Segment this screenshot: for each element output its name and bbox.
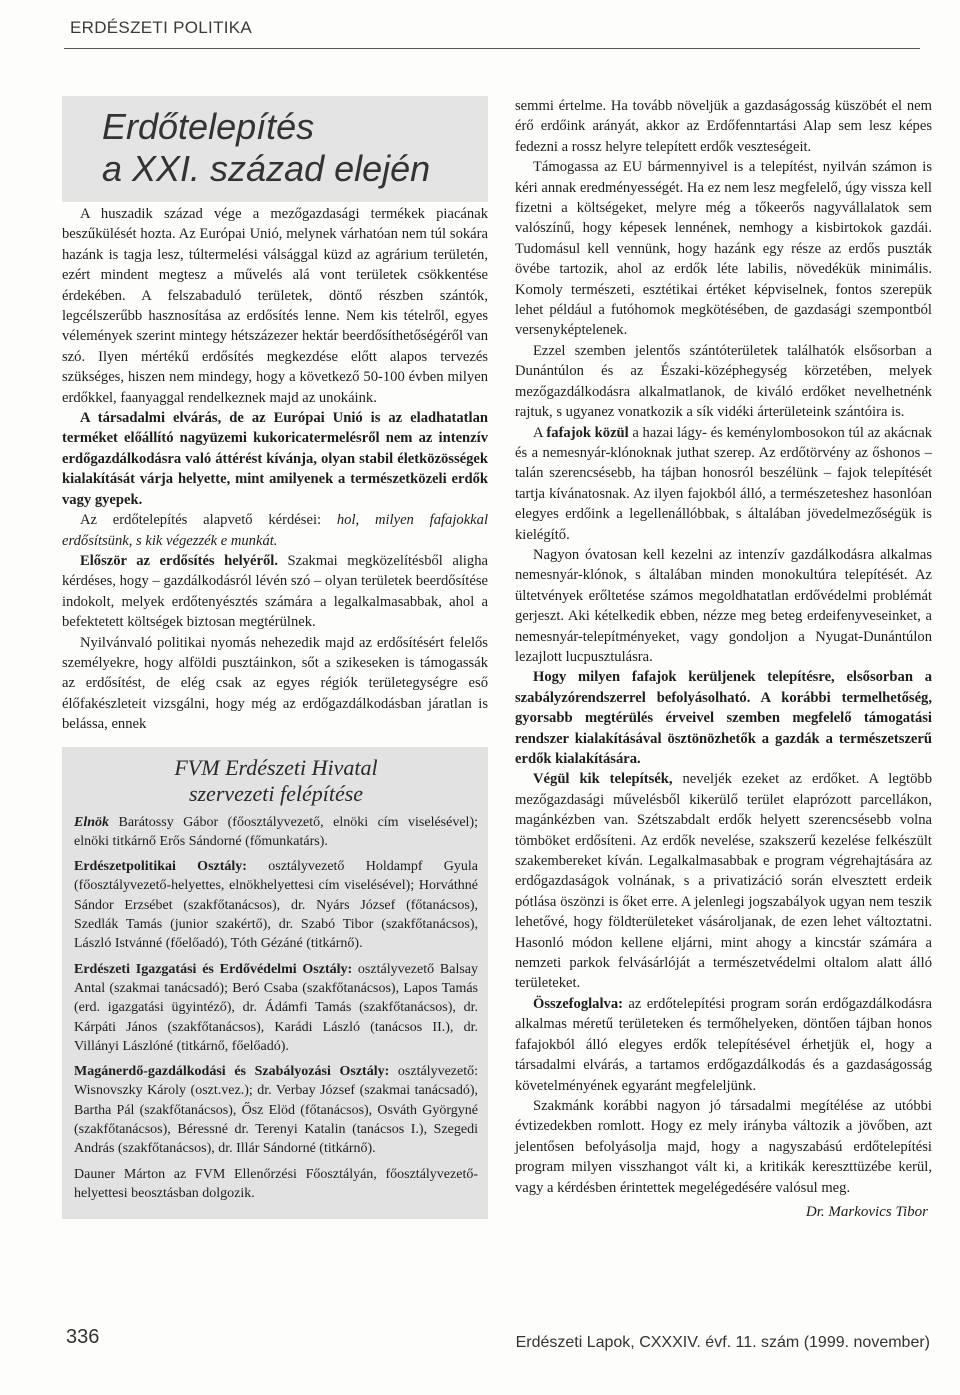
box-paragraph <box>74 1062 478 1158</box>
box-title <box>74 755 478 807</box>
header-rule <box>64 48 920 49</box>
paragraph: A huszadik század vége a mezőgazdasági termékek piacának beszűkülését hozta. Az Európai Unió, melynek várhatóan nem túl sokára hazánk is tagja lesz, túltermelési válsággal küzd az agrárium területén, ezért mindent megtesz a művelés alá vont területek csökkentése érdekében. A felszabaduló területek, döntő részben szántók, legcélszerűbb hasznosítása az erdősítés lenne. Nem kis tételről, egyes vélemények szerint mintegy hétszázezer hektár beerdősíthetőségéről van szó. Ilyen mértékű erdősítés megkezdése előtt alapos tervezés szükséges, hiszen nem mindegy, hogy a következő 50-100 évben milyen erdőkkel, faanyaggal rendelkeznek majd az unokáink. <box>62 206 488 406</box>
paragraph: Ezzel szemben jelentős szántóterületek találhatók elsősorban a Dunántúlon és az Északi-középhegység körzetében, melyek mezőgazdálkodásra alkalmatlanok, de kiváló erdőket nevelhetnénk rajtuk, s ugyanez vonatkozik a sík vidéki árterületeink szántóira is. <box>515 342 932 421</box>
text: Barátossy Gábor (főosztályvezető, elnöki cím viselésével); elnöki titkárnő Erős Sándorné (főmunkatárs). <box>74 814 478 849</box>
text: Szakmai megközelítésből aligha kérdéses, hogy – gazdálkodásról lévén szó – olyan területek beerdősítése indokolt, melyek erdőtenyésztés számára a legalkalmasabbak, ahol a befektetett költségek biztosan megtérülnek. <box>62 552 488 631</box>
bold-text: Először az erdősítés helyéről. <box>80 552 278 569</box>
paragraph <box>515 994 932 1096</box>
bold-text: Elnök <box>74 814 110 830</box>
bold-text: Összefoglalva: <box>533 995 623 1012</box>
paragraph-bold: Hogy milyen fafajok kerüljenek telepítésre, elsősorban a szabályzórendszerrel befolyásolható. A korábbi termelhetőség, gyorsabb megtérülés érveivel szemben megfelelő támogatási rendszer kialakításával ösztönözhetők a gazdák a természetszerű erdők kialakítására. <box>515 669 932 767</box>
text: az erdőtelepítési program során erdőgazdálkodásra alkalmas méretű területeken és termőhelyeken, döntően tájban honos fafajokból álló elegyes erdők telepítésével érhetjük el, hogy a társadalmi elvárás, a tartamos erdőgazdálkodás és a gazdaságosság követelményének egyaránt megfeleljünk. <box>515 995 932 1094</box>
paragraph <box>515 423 932 545</box>
text: A <box>533 424 547 441</box>
paragraph: Támogassa az EU bármennyivel is a telepítést, nyilván számon is kéri annak eredményességét. Ha ez nem lesz megfelelő, úgy vissza kell fizetni a költségeket, melyre még a tőkeerős nagyvállalatok sem valószínű, hogy képesek lennének, nemhogy a kisbirtokok gazdái. Tudomásul kell vennünk, hogy hazánk egy része az erdős puszták övébe tartozik, ahol az erdők léte labilis, növedékük minimális. Komoly természeti, esztétikai értéket képviselnek, fontos szerepük lehet például a futóhomok megkötésében, de gazdasági szempontból versenyképtelenek. <box>515 159 932 339</box>
box-paragraph: Dauner Márton az FVM Ellenőrzési Főosztályán, főosztályvezető-helyettesi beosztásban dolgozik. <box>74 1166 478 1201</box>
bold-text: Magánerdő-gazdálkodási és Szabályozási Osztály: <box>74 1064 390 1080</box>
text: osztályvezető Holdampf Gyula (főosztályvezető-helyettes, elnökhelyettesi cím viselésével); Horváthné Sándor Erzsébet (szakfőtanácsos), dr. Nyárs József (főtanácsos), Szedlák Tamás (junior szakértő), dr. Szabó Tibor (szakfőtanácsos), László Istvánné (főelőadó), Tóth Gézáné (titkárnő). <box>74 859 478 952</box>
org-structure-box <box>62 747 488 1220</box>
bold-text: Erdészetpolitikai Osztály: <box>74 859 247 875</box>
paragraph: Nagyon óvatosan kell kezelni az intenzív gazdálkodásra alkalmas nemesnyár-klónok, s általában minden monokultúra telepítését. Az ültetvények erőltetése számos megoldhatatlan erdővédelmi problémát gerjeszt. Aki kételkedik ebben, nézze meg beteg erdeifenyveseinket, a nemesnyár-telepítményeket, vagy gondoljon a Nyugat-Dunántúlon lezajlott lucpusztulásra. <box>515 546 932 665</box>
italic-text: hol, milyen fafajokkal erdősítsünk, s kik végezzék e munkát. <box>62 512 489 549</box>
paragraph: Szakmánk korábbi nagyon jó társadalmi megítélése az utóbbi évtizedekben romlott. Hogy ez mely irányba változik a jövőben, azt jelentősen befolyásolja majd, hogy a nagyszabású erdőtelepítési program milyen visszhangot vált ki, a kritikák kereszttüzébe kerül, vagy a kérdésben érintettek megelégedésére valósul meg. <box>515 1097 932 1196</box>
paragraph <box>62 551 488 633</box>
article-title-line1: Erdőtelepítés <box>102 106 315 147</box>
journal-citation: Erdészeti Lapok, CXXXIV. évf. 11. szám (1999. november) <box>515 1334 930 1351</box>
page-number: 336 <box>66 1326 100 1348</box>
paragraph <box>515 769 932 993</box>
article-title <box>62 96 488 202</box>
paragraph: Nyilvánvaló politikai nyomás nehezedik majd az erdősítésért felelős személyekre, hogy alföldi pusztáinkon, sőt a szikeseken is támogassák az erdősítést, de elég csak az egyes régiók területegységre eső élőfakészleteit vizsgálni, hogy még az erdőgazdálkodásban járatlan is belássa, ennek <box>62 634 488 733</box>
bold-text: Végül kik telepítsék, <box>533 771 673 788</box>
box-title-line1: FVM Erdészeti Hivatal <box>174 754 378 780</box>
text: osztályvezető: Wisnovszky Károly (oszt.vez.); dr. Verbay József (szakmai tanácsadó), Bartha Pál (szakfőtanácsos), Ősz Elöd (főtanácsos), Osváth Györgyné (szakfőtanácsos), Béressné dr. Terenyi Katalin (tanácsos I.), Szegedi András (szakfőtanácsos), dr. Illár Sándorné (titkárnő). <box>74 1064 478 1157</box>
section-label: ERDÉSZETI POLITIKA <box>70 18 253 37</box>
paragraph: semmi értelme. Ha tovább növeljük a gazdaságosság küszöbét el nem érő erdőink arányát, akkor az Erdőfenntartási Alap sem lesz képes fedezni a rossz helyre telepített erdők veszteségeit. <box>515 98 932 155</box>
box-paragraph <box>74 813 478 852</box>
article-title-line2: a XXI. század elején <box>102 148 431 189</box>
box-title-line2: szervezeti felépítése <box>188 780 364 806</box>
box-paragraph <box>74 960 478 1056</box>
text: a hazai lágy- és keménylombosokon túl az akácnak és a nemesnyár-klónoknak juthat szerep. Az erdőtörvény az őshonos – talán szerencsésebb, ha tájban honosról beszélünk – fajok telepítését tartja kívánatosnak. Az ilyen fajokból álló, a természeteshez hasonlóan elegyes erdőink a legellenállóbbak, s általában jövedelmezőségük is kielégítő. <box>515 424 932 543</box>
bold-text: Erdészeti Igazgatási és Erdővédelmi Osztály: <box>74 961 353 977</box>
left-column <box>62 96 488 1219</box>
paragraph-bold: A társadalmi elvárás, de az Európai Unió is az eladhatatlan terméket előállító nagyüzemi kukoricatermelésről nem az intenzív erdőgazdálkodásra való áttérést kívánja, olyan stabil életközösségek kialakítását várja helyette, mint amilyenek a természetközeli erdők vagy gyepek. <box>62 410 488 508</box>
text: Az erdőtelepítés alapvető kérdései: <box>80 512 337 529</box>
paragraph <box>62 510 488 551</box>
author-signature: Dr. Markovics Tibor <box>805 1203 928 1220</box>
right-column <box>515 96 932 1221</box>
box-paragraph <box>74 857 478 953</box>
text: osztályvezető Balsay Antal (szakmai tanácsadó); Beró Csaba (szakfőtanácsos), Lapos Tamás (erd. igazgatási ügyintéző), dr. Ádámfi Tamás (szakfőtanácsos), dr. Kárpáti János (szakfőtanácsos), Karádi László (tanácsos II.), dr. Villányi Lászlóné (titkárnő, főelőadó). <box>74 961 478 1054</box>
bold-text: fafajok közül <box>546 424 629 441</box>
text: neveljék ezeket az erdőket. A legtöbb mezőgazdasági művelésből kikerülő terület elaprózott parcellákon, magánkézben van. Szétszabdalt erdők helyett szerencsésebb volna tömböket erdősíteni. Az erdők nevelése, szakszerű kezelése felkészült szakembereket kíván. Legalkalmasabbak e program végrehajtására az erdőgazdaságok volnának, s a privatizáció során elvesztett erdeik pótlása öszönzi is őket erre. A jelenlegi jogszabályok ugyan nem teszik lehetővé, hogy földterületeket vásároljanak, de ezen lehet változtatni. Hasonló módon kellene eljárni, mint ahogy a kincstár számára a nemzeti parkok felvásárlóját a természetvédelmi oltalom alatt álló területeket. <box>515 771 933 992</box>
